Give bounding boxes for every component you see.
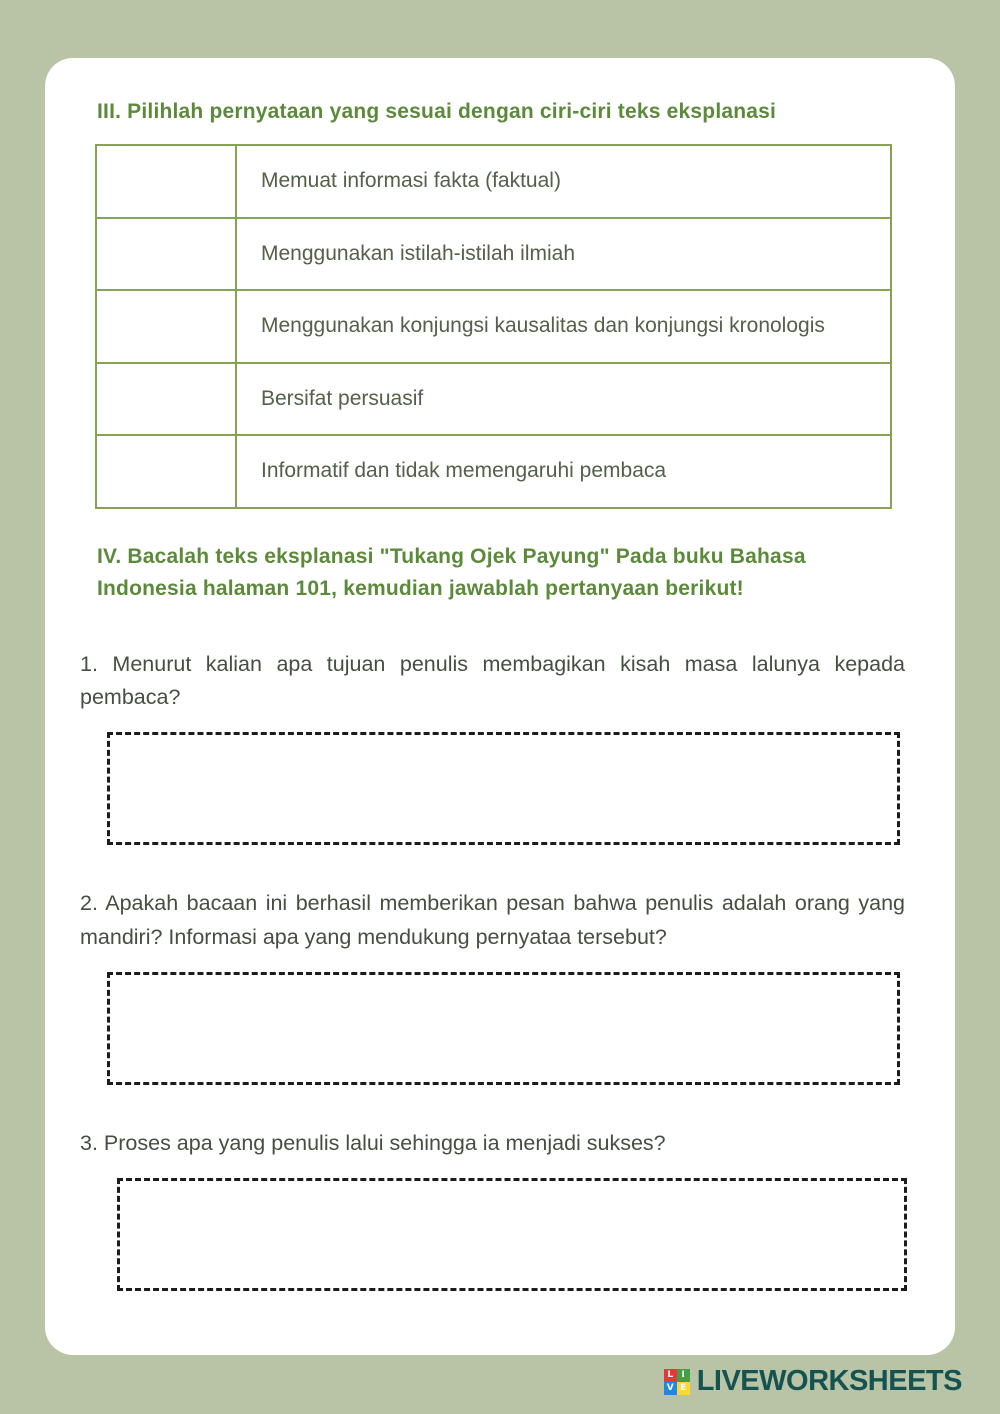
answer-check-cell-5[interactable] (96, 435, 236, 508)
worksheet-card (45, 58, 955, 1355)
statement-label: Menggunakan istilah-istilah ilmiah (236, 218, 891, 291)
liveworksheets-brand-text: LIVEWORKSHEETS (696, 1365, 962, 1397)
statement-table (95, 144, 892, 509)
logo-tile-l: L (664, 1369, 677, 1382)
answer-check-cell-4[interactable] (96, 363, 236, 436)
answer-check-cell-3[interactable] (96, 290, 236, 363)
answer-box-1[interactable] (107, 732, 900, 845)
logo-tile-v: V (664, 1382, 677, 1395)
statement-label: Bersifat persuasif (236, 363, 891, 436)
statement-label: Menggunakan konjungsi kausalitas dan konjungsi kronologis (236, 290, 891, 363)
answer-box-2[interactable] (107, 972, 900, 1085)
answer-check-cell-1[interactable] (96, 145, 236, 218)
question-3: 3. Proses apa yang penulis lalui sehingga ia menjadi sukses? (80, 1131, 666, 1156)
section3-title: III. Pilihlah pernyataan yang sesuai dengan ciri-ciri teks eksplanasi (97, 100, 777, 123)
statement-label: Memuat informasi fakta (faktual) (236, 145, 891, 218)
table-row (96, 363, 891, 436)
logo-tile-i: I (677, 1369, 690, 1382)
question-1: 1. Menurut kalian apa tujuan penulis membagikan kisah masa lalunya kepada pembaca? (80, 651, 905, 710)
section4-title: IV. Bacalah teks eksplanasi "Tukang Ojek Payung" Pada buku Bahasa Indonesia halaman 101, kemudian jawablah pertanyaan berikut! (97, 544, 806, 601)
liveworksheets-logo-icon (664, 1369, 690, 1395)
statement-label: Informatif dan tidak memengaruhi pembaca (236, 435, 891, 508)
answer-check-cell-2[interactable] (96, 218, 236, 291)
table-row (96, 435, 891, 508)
question-2: 2. Apakah bacaan ini berhasil memberikan pesan bahwa penulis adalah orang yang mandiri? Informasi apa yang mendukung pernyataa tersebut? (80, 891, 905, 949)
table-row (96, 145, 891, 218)
liveworksheets-footer (664, 1365, 962, 1398)
table-row (96, 290, 891, 363)
table-row (96, 218, 891, 291)
logo-tile-e: E (677, 1382, 690, 1395)
answer-box-3[interactable] (117, 1178, 907, 1291)
